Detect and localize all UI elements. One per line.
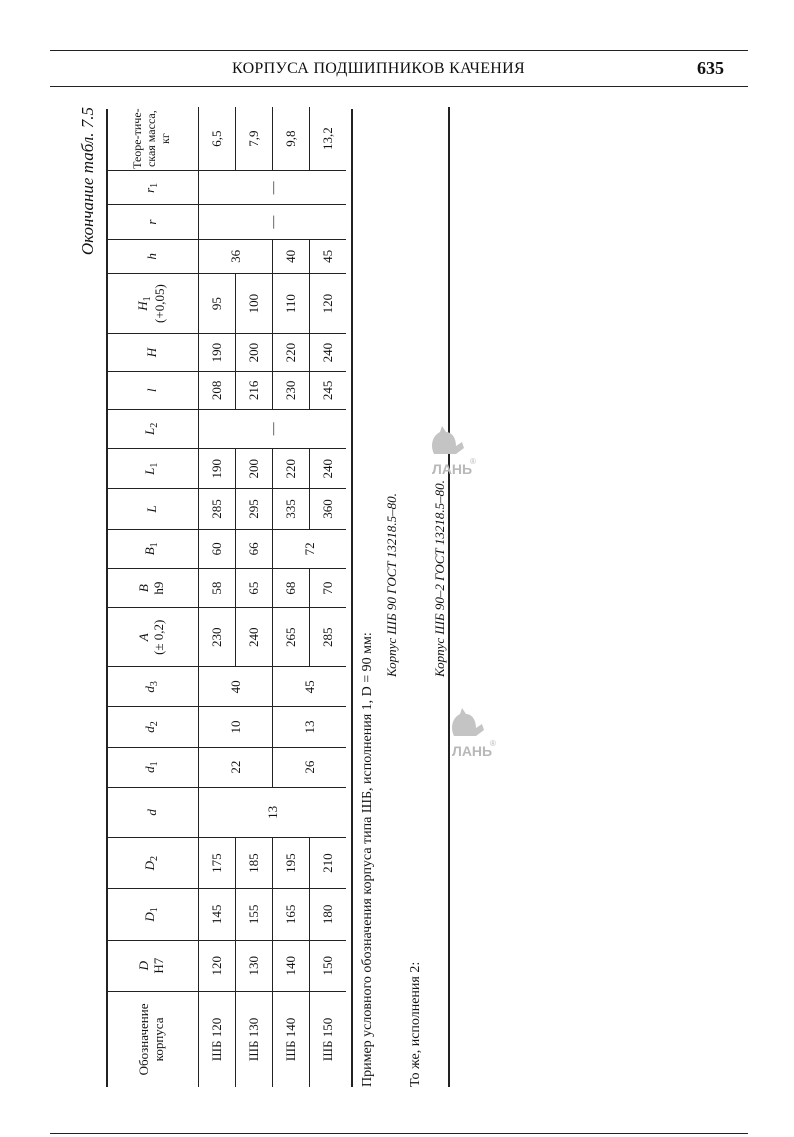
cell-B: 68 — [273, 568, 310, 607]
cell-A: 285 — [310, 608, 347, 667]
running-title: КОРПУСА ПОДШИПНИКОВ КАЧЕНИЯ — [232, 60, 525, 77]
cell-D2: 210 — [310, 837, 347, 888]
cell-mass: 7,9 — [236, 107, 273, 171]
cell-h-merged: 36 — [199, 239, 273, 273]
cell-l: 230 — [273, 371, 310, 409]
cell-B: 58 — [199, 568, 236, 607]
cell-l: 245 — [310, 371, 347, 409]
watermark-text: ЛАНЬ — [432, 461, 473, 477]
cell-D1: 145 — [199, 889, 236, 940]
cell-d2-merged: 13 — [273, 707, 347, 747]
header-h: h — [106, 239, 199, 273]
cell-H: 200 — [236, 334, 273, 372]
cell-designation: ШБ 120 — [199, 991, 236, 1087]
cell-d1-merged: 26 — [273, 747, 347, 787]
cell-D2: 175 — [199, 837, 236, 888]
publisher-watermark-logo — [420, 418, 480, 478]
cell-D: 150 — [310, 940, 347, 991]
table-caption: Окончание табл. 7.5 — [78, 107, 97, 256]
cell-L1: 190 — [199, 449, 236, 489]
cell-designation: ШБ 150 — [310, 991, 347, 1087]
note-example: Пример условного обозначения корпуса типа ШБ, исполнения 1, D = 90 мм: — [360, 632, 375, 1087]
cell-L: 360 — [310, 489, 347, 529]
cell-L: 295 — [236, 489, 273, 529]
cell-B1-merged: 72 — [273, 529, 347, 568]
note-example-code: Корпус ШБ 90 ГОСТ 13218.5–80. — [384, 493, 399, 677]
cell-l: 216 — [236, 371, 273, 409]
cell-H1: 100 — [236, 273, 273, 333]
cell-H1: 120 — [310, 273, 347, 333]
cell-mass: 9,8 — [273, 107, 310, 171]
header-d3: $d_3$ — [106, 667, 199, 707]
cell-l: 208 — [199, 371, 236, 409]
cell-L: 285 — [199, 489, 236, 529]
watermark-mark: ® — [470, 457, 476, 466]
header-bottom-rule — [50, 86, 748, 87]
cell-A: 230 — [199, 608, 236, 667]
cell-L1: 220 — [273, 449, 310, 489]
header-mass: Теоре-тиче-ская масса, кг — [106, 107, 199, 171]
rotated-table-block — [78, 107, 718, 1087]
cell-d2-merged: 10 — [199, 707, 273, 747]
header-r1: $r_1$ — [106, 171, 199, 205]
cell-h: 40 — [273, 239, 310, 273]
table-row — [199, 107, 236, 1087]
cell-H1: 95 — [199, 273, 236, 333]
header-l: l — [106, 371, 199, 409]
cell-d3-merged: 40 — [199, 667, 273, 707]
cell-D2: 195 — [273, 837, 310, 888]
table-row — [273, 107, 310, 1087]
page-number: 635 — [697, 58, 724, 78]
end-rule — [448, 107, 450, 1087]
header-A: A (± 0,2) — [106, 608, 199, 667]
header-B1: $B_1$ — [106, 529, 199, 568]
cell-designation: ШБ 130 — [236, 991, 273, 1087]
cell-H: 190 — [199, 334, 236, 372]
header-L: L — [106, 489, 199, 529]
publisher-watermark-logo — [440, 700, 500, 760]
cell-d-merged: 13 — [199, 787, 347, 837]
cell-designation: ШБ 140 — [273, 991, 310, 1087]
cell-h: 45 — [310, 239, 347, 273]
header-d1: $d_1$ — [106, 747, 199, 787]
cell-D: 140 — [273, 940, 310, 991]
header-L1: $L_1$ — [106, 449, 199, 489]
dimensions-table — [106, 107, 346, 1087]
header-L2: $L_2$ — [106, 409, 199, 448]
cell-B1: 66 — [236, 529, 273, 568]
cell-B1: 60 — [199, 529, 236, 568]
cell-D2: 185 — [236, 837, 273, 888]
cell-H1: 110 — [273, 273, 310, 333]
note-same-code: Корпус ШБ 90–2 ГОСТ 13218.5–80. — [432, 480, 447, 677]
cell-D1: 180 — [310, 889, 347, 940]
cell-L2-merged: — — [199, 409, 347, 448]
table-row — [310, 107, 347, 1087]
watermark-text: ЛАНЬ — [452, 743, 493, 759]
cell-L: 335 — [273, 489, 310, 529]
watermark-mark: ® — [490, 739, 496, 748]
cell-H: 220 — [273, 334, 310, 372]
header-d: d — [106, 787, 199, 837]
cell-D: 120 — [199, 940, 236, 991]
header-r: r — [106, 205, 199, 239]
cell-A: 240 — [236, 608, 273, 667]
note-same: То же, исполнения 2: — [408, 961, 423, 1087]
cell-mass: 6,5 — [199, 107, 236, 171]
cell-mass: 13,2 — [310, 107, 347, 171]
cell-A: 265 — [273, 608, 310, 667]
cell-d1-merged: 22 — [199, 747, 273, 787]
header-top-rule — [50, 50, 748, 51]
header-D1: $D_1$ — [106, 889, 199, 940]
header-H: H — [106, 334, 199, 372]
cell-B: 65 — [236, 568, 273, 607]
header-D2: $D_2$ — [106, 837, 199, 888]
header-B: B h9 — [106, 568, 199, 607]
table-bottom-rule — [351, 109, 353, 1087]
cell-r1-merged: — — [199, 171, 347, 205]
cell-D: 130 — [236, 940, 273, 991]
cell-D1: 155 — [236, 889, 273, 940]
header-H1: $H_1$ (+0,05) — [106, 273, 199, 333]
header-D: D H7 — [106, 940, 199, 991]
cell-D1: 165 — [273, 889, 310, 940]
cell-B: 70 — [310, 568, 347, 607]
cell-L1: 200 — [236, 449, 273, 489]
cell-d3-merged: 45 — [273, 667, 347, 707]
cell-L1: 240 — [310, 449, 347, 489]
cell-r-merged: — — [199, 205, 347, 239]
header-d2: $d_2$ — [106, 707, 199, 747]
footer-rule — [50, 1133, 748, 1134]
cell-H: 240 — [310, 334, 347, 372]
header-designation: Обозначение корпуса — [106, 991, 199, 1087]
